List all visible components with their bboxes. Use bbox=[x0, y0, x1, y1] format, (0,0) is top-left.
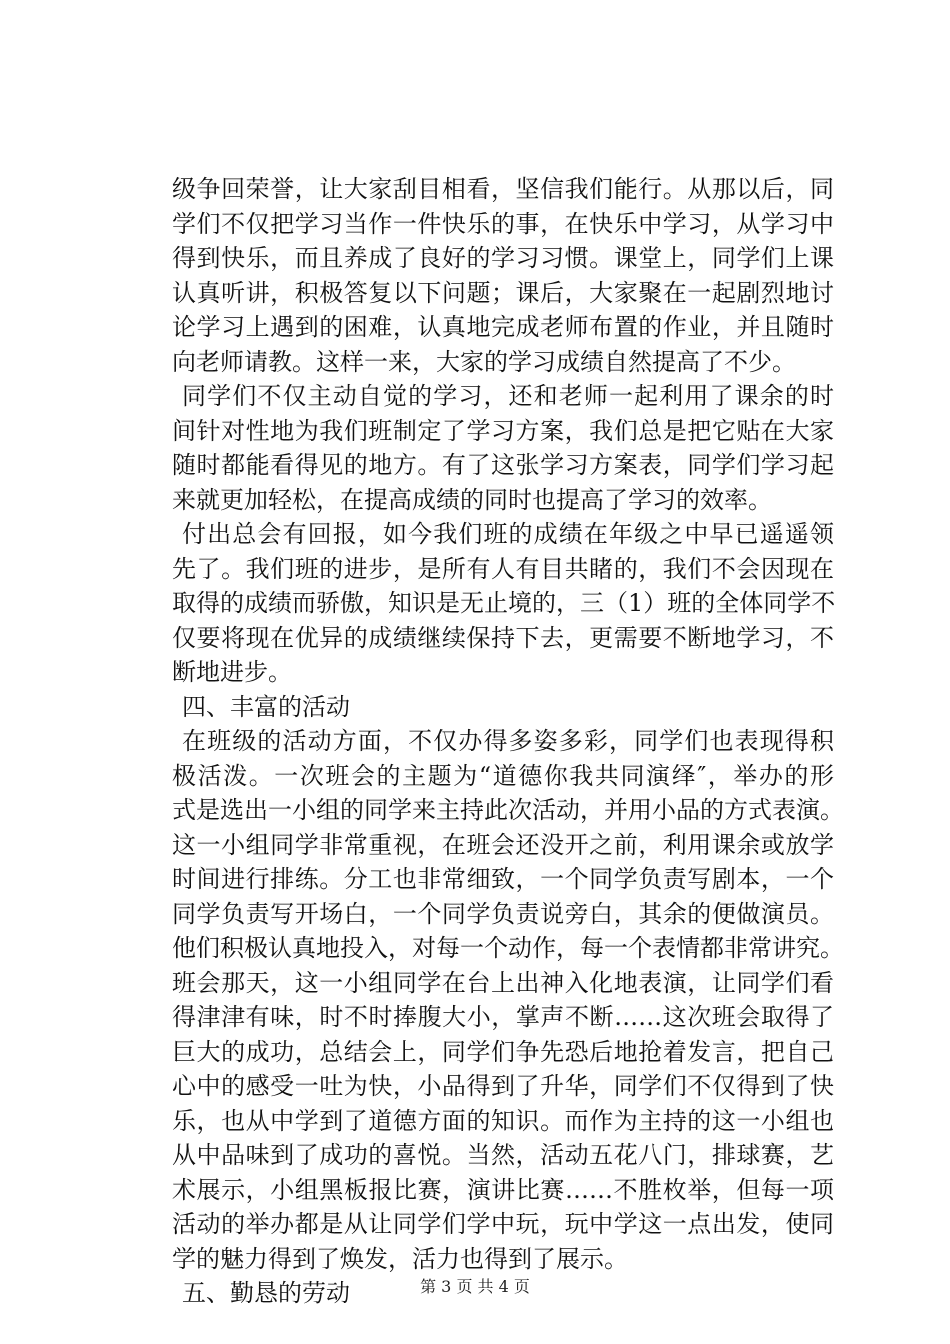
text-line: 学的魅力得到了焕发，活力也得到了展示。 bbox=[172, 1244, 628, 1273]
text-line: 极活泼。一次班会的主题为“道德你我共同演绎″，举办的形 bbox=[172, 761, 834, 790]
text-line: 他们积极认真地投入，对每一个动作，每一个表情都非常讲究。 bbox=[172, 934, 844, 962]
text-line: 付出总会有回报，如今我们班的成绩在年级之中早已遥遥领 bbox=[182, 520, 834, 548]
text-line: 同学负责写开场白，一个同学负责说旁白，其余的便做演员。 bbox=[172, 899, 834, 928]
text-line: 取得的成绩而骄傲，知识是无止境的，三（1）班的全体同学不 bbox=[172, 589, 836, 617]
text-line: 这一小组同学非常重视，在班会还没开之前，利用课余或放学 bbox=[172, 830, 834, 859]
document-body bbox=[172, 172, 844, 1311]
text-line: 学们不仅把学习当作一件快乐的事，在快乐中学习，从学习中 bbox=[172, 209, 834, 238]
text-line: 随时都能看得见的地方。有了这张学习方案表，同学们学习起 bbox=[172, 451, 834, 479]
text-line: 向老师请教。这样一来，大家的学习成绩自然提高了不少。 bbox=[172, 347, 796, 376]
text-line: 认真听讲，积极答复以下问题；课后，大家聚在一起剧烈地讨 bbox=[172, 278, 834, 307]
text-line: 仅要将现在优异的成绩继续保持下去，更需要不断地学习，不 bbox=[172, 623, 834, 652]
page-number-footer: 第 3 页 共 4 页 bbox=[420, 1277, 530, 1296]
text-line: 来就更加轻松，在提高成绩的同时也提高了学习的效率。 bbox=[172, 485, 772, 514]
text-line: 间针对性地为我们班制定了学习方案，我们总是把它贴在大家 bbox=[172, 416, 834, 445]
text-line: 班会那天，这一小组同学在台上出神入化地表演，让同学们看 bbox=[172, 968, 834, 997]
text-line: 得到快乐，而且养成了良好的学习习惯。课堂上，同学们上课 bbox=[172, 244, 834, 272]
text-line: 论学习上遇到的困难，认真地完成老师布置的作业，并且随时 bbox=[172, 313, 834, 341]
text-line: 先了。我们班的进步，是所有人有目共睹的，我们不会因现在 bbox=[172, 554, 834, 583]
text-line: 同学们不仅主动自觉的学习，还和老师一起利用了课余的时 bbox=[182, 382, 834, 410]
text-line: 式是选出一小组的同学来主持此次活动，并用小品的方式表演。 bbox=[172, 796, 844, 824]
text-line: 乐，也从中学到了道德方面的知识。而作为主持的这一小组也 bbox=[172, 1106, 834, 1135]
section-heading: 五、勤恳的劳动 bbox=[182, 1279, 350, 1307]
text-line: 从中品味到了成功的喜悦。当然，活动五花八门，排球赛，艺 bbox=[172, 1141, 834, 1169]
text-line: 术展示，小组黑板报比赛，演讲比赛……不胜枚举，但每一项 bbox=[172, 1175, 834, 1204]
text-line: 断地进步。 bbox=[172, 658, 292, 686]
text-line: 巨大的成功，总结会上，同学们争先恐后地抢着发言，把自己 bbox=[172, 1037, 834, 1066]
text-line: 在班级的活动方面，不仅办得多姿多彩，同学们也表现得积 bbox=[182, 727, 834, 755]
text-line: 得津津有味，时不时捧腹大小，掌声不断……这次班会取得了 bbox=[172, 1003, 834, 1031]
text-line: 心中的感受一吐为快，小品得到了升华，同学们不仅得到了快 bbox=[172, 1072, 834, 1100]
text-line: 级争回荣誉，让大家刮目相看，坚信我们能行。从那以后，同 bbox=[172, 175, 834, 203]
text-line: 时间进行排练。分工也非常细致，一个同学负责写剧本，一个 bbox=[172, 865, 834, 893]
section-heading: 四、丰富的活动 bbox=[182, 692, 350, 721]
text-line: 活动的举办都是从让同学们学中玩，玩中学这一点出发，使同 bbox=[172, 1210, 834, 1238]
